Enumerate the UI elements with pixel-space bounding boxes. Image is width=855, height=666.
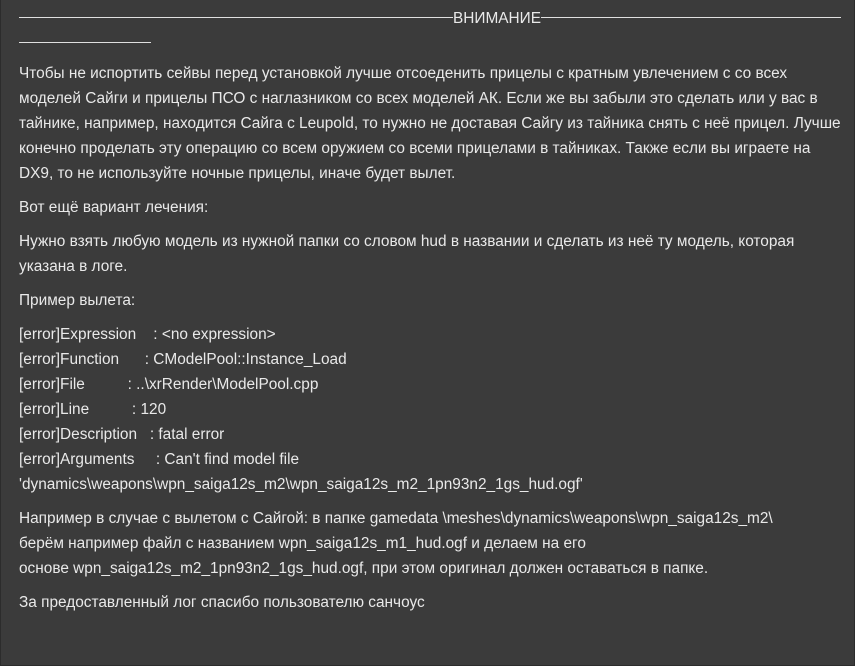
instruction-paragraph: Нужно взять любую модель из нужной папки со словом hud в названии и сделать из неё ту модель, которая указана в логе. bbox=[19, 233, 795, 275]
log-line-description: [error]Description : fatal error bbox=[19, 426, 225, 443]
post-content bbox=[19, 6, 841, 615]
example-fix-paragraph bbox=[19, 506, 841, 581]
log-line-expression: [error]Expression : <no expression> bbox=[19, 326, 276, 343]
divider-continuation bbox=[19, 42, 151, 43]
example-fix-line-3: основе wpn_saiga12s_m2_1pn93n2_1gs_hud.ogf, при этом оригинал должен оставаться в папке. bbox=[19, 560, 709, 577]
log-line-line: [error]Line : 120 bbox=[19, 401, 167, 418]
divider-right bbox=[541, 17, 841, 18]
error-log bbox=[19, 322, 841, 497]
banner-title: ВНИМАНИЕ bbox=[453, 10, 541, 27]
log-line-file: [error]File : ..\xrRender\ModelPool.cpp bbox=[19, 376, 319, 393]
divider-left bbox=[19, 17, 453, 18]
log-line-arguments: [error]Arguments : Can't find model file bbox=[19, 451, 300, 468]
log-line-path: 'dynamics\weapons\wpn_saiga12s_m2\wpn_saiga12s_m2_1pn93n2_1gs_hud.ogf' bbox=[19, 476, 583, 493]
example-fix-line-2: берём например файл с названием wpn_saiga12s_m1_hud.ogf и делаем на его bbox=[19, 535, 586, 552]
example-header: Пример вылета: bbox=[19, 292, 136, 309]
log-line-function: [error]Function : CModelPool::Instance_Load bbox=[19, 351, 347, 368]
banner-line-top bbox=[19, 6, 841, 31]
thanks-paragraph: За предоставленный лог спасибо пользователю санчоус bbox=[19, 594, 425, 611]
warning-paragraph: Чтобы не испортить сейвы перед установкой лучше отсоеденить прицелы с кратным увлечением с со всех моделей Сайги и прицелы ПСО с наглазником со всех моделей АК. Если же вы забыли это сделать или у вас в тайнике, например, находится Сайга с Leupold, то нужно не доставая Сайгу из тайника снять с неё прицел. Лучше конечно проделать эту операцию со всем оружием со всеми прицелами в тайниках. Также если вы играете на DX9, то не используйте ночные прицелы, иначе будет вылет. bbox=[19, 65, 841, 182]
banner-line-bottom bbox=[19, 31, 841, 56]
variant-paragraph: Вот ещё вариант лечения: bbox=[19, 199, 209, 216]
example-fix-line-1: Например в случае с вылетом с Сайгой: в папке gamedata \meshes\dynamics\weapons\wpn_saiga12s_m2\ bbox=[19, 510, 773, 527]
attention-banner bbox=[19, 6, 841, 56]
